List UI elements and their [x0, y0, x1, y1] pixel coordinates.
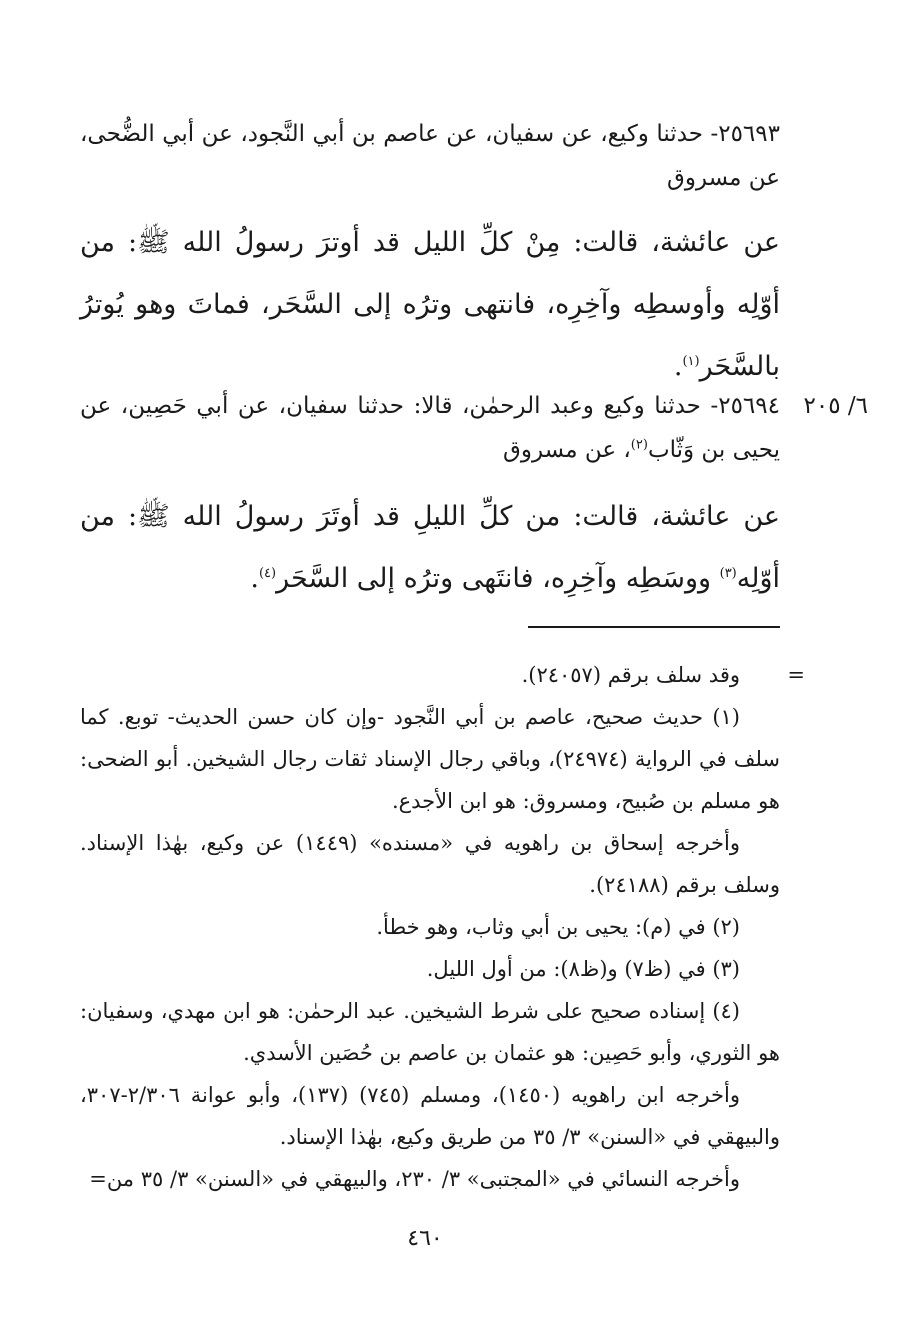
footnote-continuation-text: وقد سلف برقم (٢٤٠٥٧).	[521, 663, 740, 687]
footnote-ref-1: (١)	[682, 354, 700, 369]
hadith-25693-end: .	[673, 351, 683, 382]
hadith-25694-chain-part2: ، عن مسروق	[503, 437, 631, 463]
footnote-4: (٤) إسناده صحيح على شرط الشيخين. عبد الرحمٰن: هو ابن مهدي، وسفيان: هو الثوري، وأبو حَصِين: هو عثمان بن عاصم بن حُصَين الأسدي.	[80, 999, 780, 1065]
footnote-2: (٢) في (م): يحيى بن أبي وثاب، وهو خطأ.	[376, 915, 740, 939]
hadith-25693-matn: عن عائشة، قالت: مِنْ كلِّ الليل قد أوترَ رسولُ الله ﷺ: من أوّلِه وأوسطِه وآخِرِه، فانتهى وترُه إلى السَّحَر، فماتَ وهو يُوترُ بالسَّحَر	[80, 227, 780, 382]
footnote-1: (١) حديث صحيح، عاصم بن أبي النَّجود -وإن كان حسن الحديث- توبع. كما سلف في الرواية (٢٤٩٧٤)، وباقي رجال الإسناد ثقات رجال الشيخين. أبو الضحى: هو مسلم بن صُبيح، ومسروق: هو ابن الأجدع.	[80, 705, 780, 813]
hadith-25694-end: .	[250, 563, 259, 594]
footnote-ref-4: (٤)	[258, 566, 277, 581]
hadith-25693-chain: ٢٥٦٩٣- حدثنا وكيع، عن سفيان، عن عاصم بن أبي النَّجود، عن أبي الضُّحى، عن مسروق	[80, 121, 780, 191]
footnote-ref-3: (٣)	[719, 566, 737, 581]
hadith-25694-matn-part1: عن عائشة، قالت: من كلِّ الليلِ قد أوتَرَ رسولُ الله ﷺ: من أوّلِه	[80, 501, 780, 594]
footnote-separator	[528, 626, 780, 628]
footnote-continuation	[80, 654, 780, 696]
hadith-25694-text	[80, 486, 780, 610]
footnote-4-extra-2: وأخرجه النسائي في «المجتبى» ٣/ ٢٣٠، والبيهقي في «السنن» ٣/ ٣٥ من=	[89, 1167, 740, 1191]
page-number: ٤٦٠	[407, 1226, 443, 1251]
hadith-25693-text	[80, 212, 780, 398]
margin-volume-page-ref: ٦/ ٢٠٥	[803, 393, 868, 419]
hadith-25694-matn-part2: ووسَطِه وآخِرِه، فانتَهى وترُه إلى السَّحَر	[276, 563, 720, 594]
hadith-25694-chain	[80, 384, 780, 472]
footnote-3: (٣) في (ظ٧) و(ظ٨): من أول الليل.	[426, 957, 740, 981]
footnote-4-extra-1: وأخرجه ابن راهويه (١٤٥٠)، ومسلم (٧٤٥) (١٣٧)، وأبو عوانة ٢/٣٠٦-٣٠٧، والبيهقي في «السنن» ٣/ ٣٥ من طريق وكيع، بهٰذا الإسناد.	[80, 1083, 780, 1149]
footnote-1-extra: وأخرجه إسحاق بن راهويه في «مسنده» (١٤٤٩) عن وكيع، بهٰذا الإسناد. وسلف برقم (٢٤١٨٨).	[80, 831, 780, 897]
footnote-ref-2: (٢)	[630, 437, 648, 453]
continuation-mark: =	[787, 663, 805, 687]
hadith-25694-chain-part1: ٢٥٦٩٤- حدثنا وكيع وعبد الرحمٰن، قالا: حدثنا سفيان، عن أبي حَصِين، عن يحيى بن وَثّاب	[80, 393, 780, 463]
footnotes	[80, 654, 780, 1200]
